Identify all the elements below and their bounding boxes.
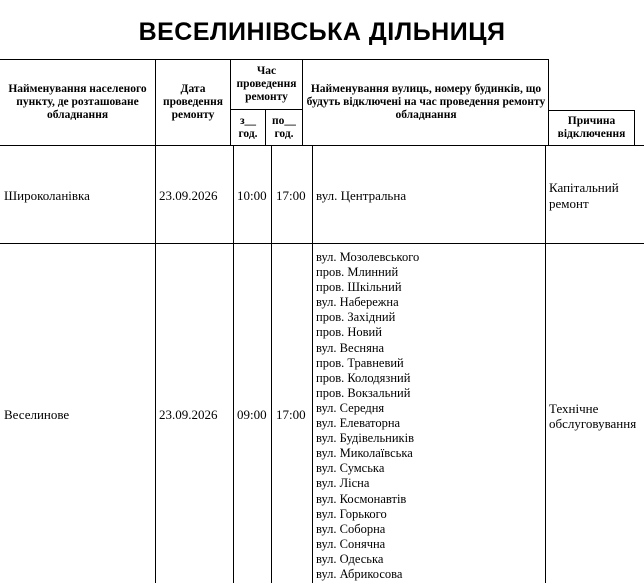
row-divider [0,243,644,244]
page-title: ВЕСЕЛИНІВСЬКА ДІЛЬНИЦЯ [138,18,506,46]
row2-reason-line1: Технічне [549,401,599,416]
street-item: вул. Горького [316,506,387,521]
row1-settlement: Широколанівка [4,188,90,203]
row1-from: 10:00 [237,188,267,203]
col-divider-from [271,145,272,583]
row1-reason-line1: Капітальний [549,180,619,195]
row2-from: 09:00 [237,407,267,422]
col-divider-to [312,145,313,583]
row2-settlement: Веселинове [4,407,70,422]
col-divider-streets [545,145,546,583]
street-item: вул. Набережна [316,295,399,310]
street-item: вул. Будівельників [316,431,414,446]
street-item: вул. Мозолевського [316,250,420,264]
col-divider-to-header [302,59,303,145]
street-item: вул. Миколаївська [316,446,413,461]
street-item: вул. Одеська [316,551,384,566]
row1-to: 17:00 [276,188,306,203]
row2-reason-line2: обслуговування [549,416,637,431]
street-item: пров. Шкільний [316,280,402,295]
header-time: Час проведення ремонту [236,65,297,103]
col-divider-date [233,145,234,583]
street-item: вул. Елеваторна [316,416,401,431]
street-item: вул. Сонячна [316,536,386,551]
street-item: пров. Травневий [316,355,404,370]
header-from: з__ год. [238,114,258,140]
reason-header-right-border [634,110,635,145]
row1-street: вул. Центральна [316,188,407,203]
row1-date: 23.09.2026 [159,188,218,203]
street-item: пров. Новий [316,325,382,340]
row2-to: 17:00 [276,407,306,422]
street-item: вул. Весняна [316,340,385,355]
street-item: пров. Західний [316,310,396,325]
row1-reason-line2: ремонт [549,196,589,211]
street-item: пров. Вокзальний [316,385,411,400]
street-item: вул. Космонавтів [316,491,407,506]
row2-street-list [316,250,419,582]
street-item: вул. Середня [316,400,385,415]
street-item: вул. Соборна [316,521,386,536]
header-bottom-border [0,145,644,146]
street-item: пров. Колодязний [316,370,411,385]
street-item: пров. Млинний [316,265,399,280]
street-item: вул. Абрикосова [316,566,403,581]
row2-date: 23.09.2026 [159,407,218,422]
street-item: вул. Сумська [316,461,385,476]
header-reason: Причина відключення [557,115,626,140]
header-settlement: Найменування населеного пункту, де розташоване обладнання [8,83,147,121]
header-streets: Найменування вулиць, номеру будинків, що будуть відключені на час проведення ремонту обладнання [306,83,546,121]
street-item: вул. Лісна [316,476,370,491]
header-date: Дата проведення ремонту [162,83,224,121]
header-to: по__ год. [272,114,296,140]
